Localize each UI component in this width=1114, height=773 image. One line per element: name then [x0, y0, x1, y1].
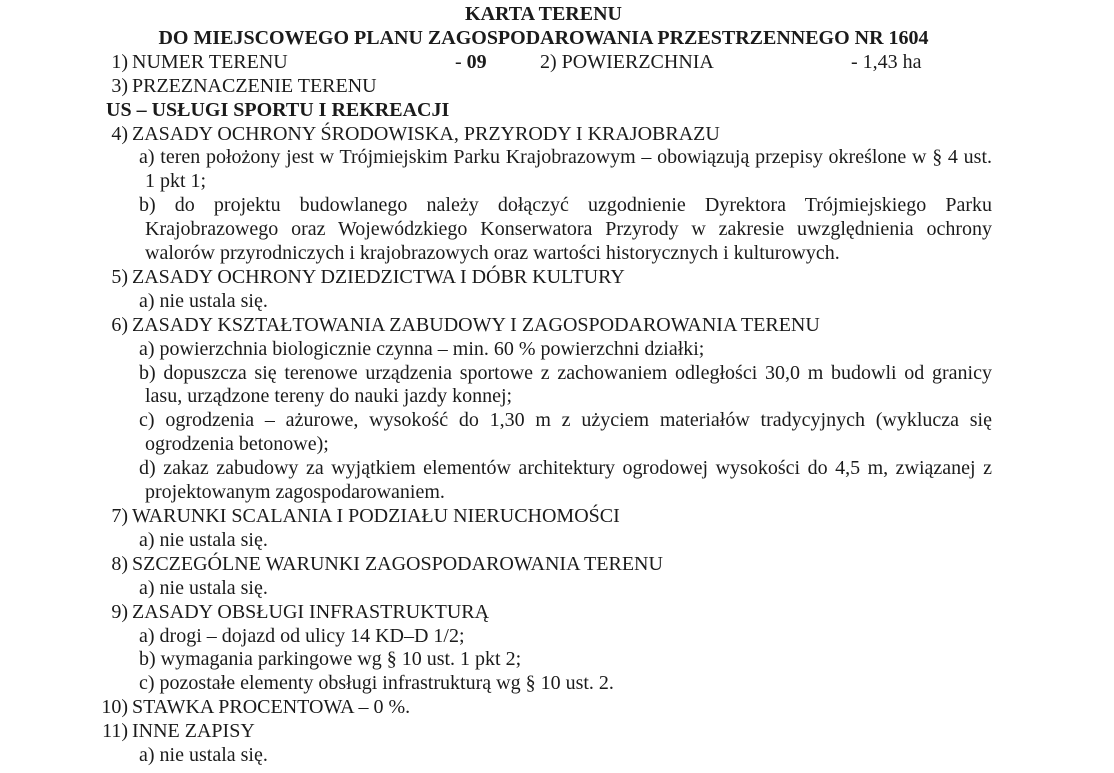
section-number: 5): [111, 265, 128, 288]
section-items: [0, 338, 1114, 505]
item-text: nie ustala się.: [159, 528, 268, 551]
section-number: 9): [111, 600, 128, 623]
item-text: powierzchnia biologicznie czynna – min. 60 % powierzchni działki;: [159, 337, 705, 360]
item-text: wymagania parkingowe wg § 10 ust. 1 pkt 2;: [160, 648, 522, 671]
item-letter: a): [139, 289, 155, 312]
item-text: pozostałe elementy obsługi infrastrukturą wg § 10 ust. 2.: [159, 672, 614, 695]
terrain-number-label: NUMER TERENU: [132, 50, 288, 73]
area-index: 2): [540, 50, 557, 73]
item-text: zakaz zabudowy za wyjątkiem elementów architektury ogrodowej wysokości do 4,5 m, związanej z projektowanym zagospodarowaniem.: [145, 457, 993, 504]
list-item: [139, 337, 992, 362]
section-heading-line: [0, 505, 1114, 529]
list-item: [139, 289, 992, 314]
item-letter: b): [139, 648, 156, 671]
section: [0, 266, 1114, 314]
item-letter: a): [139, 624, 155, 647]
section-heading: ZASADY OCHRONY DZIEDZICTWA I DÓBR KULTURY: [132, 265, 625, 288]
section-number: 7): [111, 505, 128, 528]
list-item: [139, 744, 992, 768]
section-number: 8): [111, 552, 128, 575]
item-text: nie ustala się.: [159, 289, 268, 312]
section-items: [0, 744, 1114, 768]
item-letter: c): [139, 409, 155, 432]
list-item: [139, 409, 992, 457]
section-heading: INNE ZAPISY: [132, 720, 255, 743]
item-letter: d): [139, 457, 156, 480]
section-number: 4): [111, 122, 128, 145]
terrain-number-field: [95, 51, 288, 75]
item-letter: a): [139, 744, 155, 767]
section-heading-line: [0, 314, 1114, 338]
terrain-fields-row: [0, 51, 1114, 75]
section-items: [0, 290, 1114, 314]
purpose-heading-line: [0, 75, 1114, 99]
item-text: do projektu budowlanego należy dołączyć uzgodnienie Dyrektora Trójmiejskiego Parku Krajobrazowego oraz Wojewódzkiego Konserwatora Przyrody w zakresie uwzględnienia ochrony walorów przyrodniczych i krajobrazowych oraz wartości historycznych i kulturowych.: [145, 194, 992, 265]
sections: [0, 123, 1114, 768]
section-heading: ZASADY OCHRONY ŚRODOWISKA, PRZYRODY I KRAJOBRAZU: [132, 122, 720, 145]
list-item: [139, 648, 992, 672]
area-value: [851, 51, 922, 75]
section-number: 11): [102, 720, 128, 743]
area: 1,43 ha: [862, 50, 922, 73]
item-letter: c): [139, 672, 155, 695]
purpose-value: US – USŁUGI SPORTU I REKREACJI: [106, 98, 450, 121]
section-items: [0, 146, 1114, 266]
section-heading-line: [0, 123, 1114, 147]
item-text: ogrodzenia – ażurowe, wysokość do 1,30 m z użyciem materiałów tradycyjnych (wyklucza się ogrodzenia betonowe);: [145, 409, 992, 456]
section: [0, 123, 1114, 266]
item-text: nie ustala się.: [159, 576, 268, 599]
item-letter: a): [139, 337, 155, 360]
purpose-number: 3): [111, 74, 128, 97]
item-letter: a): [139, 146, 155, 169]
list-item: [139, 576, 992, 601]
section-number: 10): [101, 696, 128, 719]
area-dash: -: [851, 50, 858, 73]
section-items: [0, 625, 1114, 697]
section-heading: SZCZEGÓLNE WARUNKI ZAGOSPODAROWANIA TERENU: [132, 552, 663, 575]
section-items: [0, 529, 1114, 553]
document-subtitle: DO MIEJSCOWEGO PLANU ZAGOSPODAROWANIA PRZESTRZENNEGO NR 1604: [158, 26, 929, 49]
list-item: [139, 194, 992, 266]
list-item: [139, 624, 992, 649]
section: [0, 696, 1114, 720]
section: [0, 601, 1114, 697]
terrain-number-index: 1): [111, 50, 128, 73]
section-heading-line: [0, 720, 1114, 744]
section: [0, 314, 1114, 505]
list-item: [139, 457, 993, 505]
section-heading-line: [0, 696, 1114, 720]
section-heading-line: [0, 553, 1114, 577]
item-text: dopuszcza się terenowe urządzenia sportowe z zachowaniem odległości 30,0 m budowli od granicy lasu, urządzone tereny do nauki jazdy konnej;: [145, 361, 992, 408]
area-field: [540, 51, 714, 75]
section: [0, 505, 1114, 553]
section: [0, 720, 1114, 768]
section-items: [0, 577, 1114, 601]
section-heading-line: [0, 601, 1114, 625]
terrain-number-dash: -: [455, 50, 462, 73]
item-letter: b): [139, 194, 156, 217]
item-letter: a): [139, 528, 155, 551]
item-text: nie ustala się.: [159, 744, 268, 767]
terrain-number-value: [455, 51, 487, 75]
list-item: [139, 361, 992, 410]
section: [0, 553, 1114, 601]
list-item: [139, 528, 992, 553]
section-heading: ZASADY KSZTAŁTOWANIA ZABUDOWY I ZAGOSPODAROWANIA TERENU: [132, 313, 820, 336]
section-heading: STAWKA PROCENTOWA – 0 %.: [132, 696, 411, 719]
list-item: [139, 146, 992, 194]
area-label: POWIERZCHNIA: [561, 50, 714, 73]
section-heading: ZASADY OBSŁUGI INFRASTRUKTURĄ: [132, 600, 490, 623]
section-number: 6): [111, 313, 128, 336]
section-heading-line: [0, 266, 1114, 290]
item-text: drogi – dojazd od ulicy 14 KD–D 1/2;: [159, 624, 465, 647]
item-text: teren położony jest w Trójmiejskim Parku Krajobrazowym – obowiązują przepisy określone w § 4 ust. 1 pkt 1;: [145, 146, 992, 193]
document-title: KARTA TERENU: [465, 3, 622, 25]
item-letter: b): [139, 361, 156, 384]
purpose-label: PRZEZNACZENIE TERENU: [132, 74, 377, 97]
section-heading: WARUNKI SCALANIA I PODZIAŁU NIERUCHOMOŚCI: [132, 505, 620, 528]
list-item: [139, 672, 992, 696]
terrain-number: 09: [466, 50, 487, 73]
item-letter: a): [139, 576, 155, 599]
